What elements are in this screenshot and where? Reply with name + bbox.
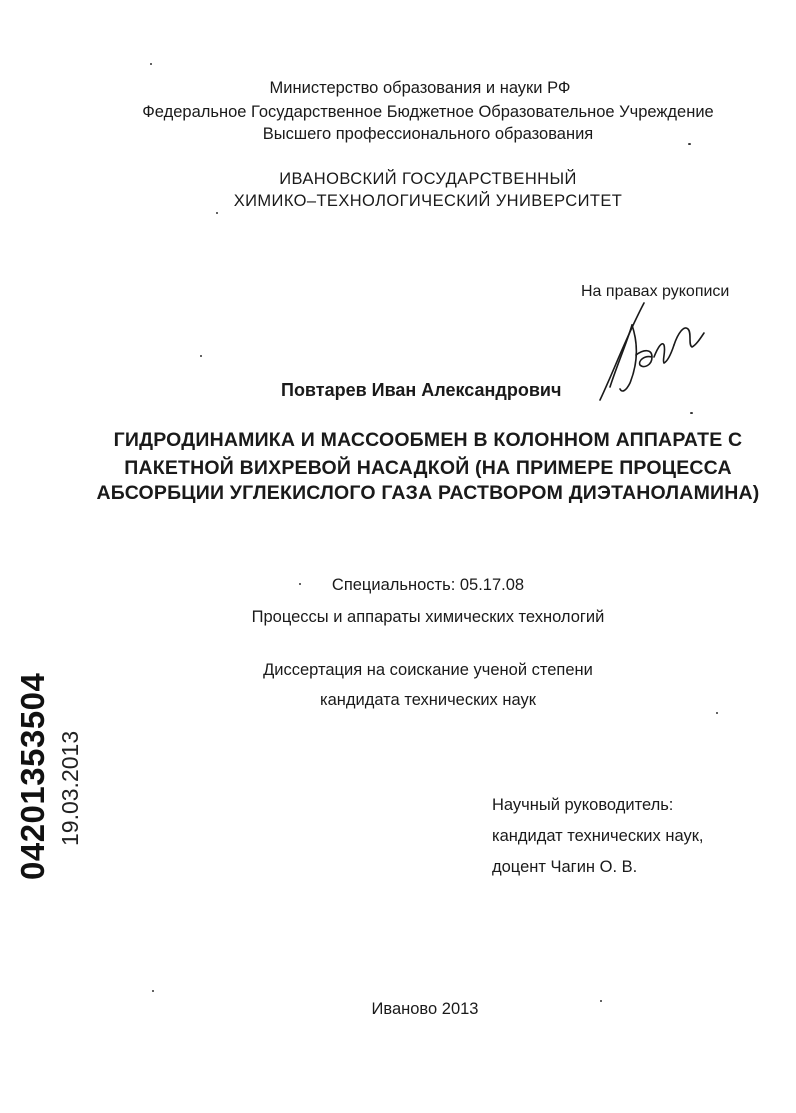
scan-speck xyxy=(299,583,301,585)
specialty-code: Специальность: 05.17.08 xyxy=(331,576,525,594)
scan-speck xyxy=(688,143,691,145)
scan-speck xyxy=(600,1000,602,1002)
education-level-line: Высшего профессионального образования xyxy=(262,125,594,143)
place-year: Иваново 2013 xyxy=(371,1000,479,1018)
ministry-line: Министерство образования и науки РФ xyxy=(269,79,571,97)
dissertation-title-line2: ПАКЕТНОЙ ВИХРЕВОЙ НАСАДКОЙ (НА ПРИМЕРЕ ПРОЦЕССА xyxy=(124,457,732,479)
scan-speck xyxy=(690,412,693,414)
scan-speck xyxy=(216,212,218,214)
author-signature xyxy=(592,295,712,405)
university-name-line2: ХИМИКО–ТЕХНОЛОГИЧЕСКИЙ УНИВЕРСИТЕТ xyxy=(233,192,623,210)
specialty-name: Процессы и аппараты химических технологий xyxy=(251,608,605,626)
supervisor-label: Научный руководитель: xyxy=(492,796,674,814)
institution-type-line: Федеральное Государственное Бюджетное Образовательное Учреждение xyxy=(142,103,714,121)
degree-line1: Диссертация на соискание ученой степени xyxy=(263,661,593,679)
university-name-line1: ИВАНОВСКИЙ ГОСУДАРСТВЕННЫЙ xyxy=(279,170,577,188)
scan-speck xyxy=(150,63,152,65)
library-stamp-id: 04201353504 xyxy=(14,672,51,880)
degree-line2: кандидата технических наук xyxy=(320,691,536,709)
supervisor-degree: кандидат технических наук, xyxy=(492,827,704,845)
dissertation-title-line3: АБСОРБЦИИ УГЛЕКИСЛОГО ГАЗА РАСТВОРОМ ДИЭТАНОЛАМИНА) xyxy=(96,482,760,504)
author-name: Повтарев Иван Александрович xyxy=(281,380,562,400)
scan-speck xyxy=(200,355,202,357)
library-stamp-date: 19.03.2013 xyxy=(57,730,83,846)
supervisor-name: доцент Чагин О. В. xyxy=(492,858,638,876)
dissertation-title-line1: ГИДРОДИНАМИКА И МАССООБМЕН В КОЛОННОМ АППАРАТЕ С xyxy=(113,429,743,451)
scan-speck xyxy=(716,712,718,714)
scan-speck xyxy=(152,990,154,992)
manuscript-rights-note: На правах рукописи xyxy=(581,283,730,300)
